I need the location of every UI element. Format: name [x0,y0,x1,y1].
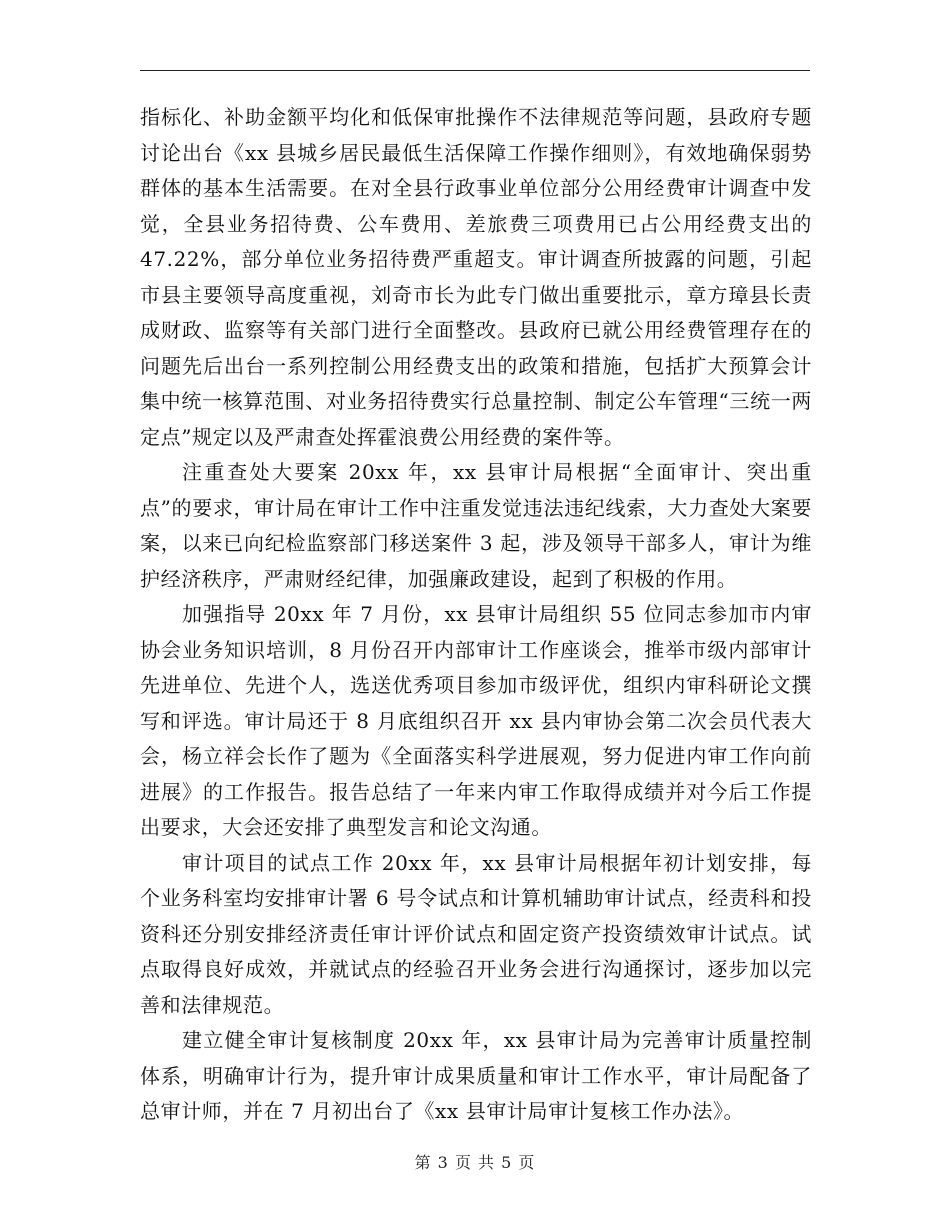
document-body [140,100,812,1130]
paragraph-guidance: 加强指导 20xx 年 7 月份，xx 县审计局组织 55 位同志参加市内审协会业务知识培训，8 月份召开内部审计工作座谈会，推举市级内部审计先进单位、先进个人，选送优秀项目参加市级评优，组织内审科研论文撰写和评选。审计局还于 8 月底组织召开 xx 县内审协会第二次会员代表大会，杨立祥会长作了题为《全面落实科学进展观，努力促进内审工作向前进展》的工作报告。报告总结了一年来内审工作取得成绩并对今后工作提出要求，大会还安排了典型发言和论文沟通。 [140,602,812,839]
paragraph-major-cases: 注重查处大要案 20xx 年，xx 县审计局根据“全面审计、突出重点”的要求，审计局在审计工作中注重发觉违法违纪线索，大力查处大案要案，以来已向纪检监察部门移送案件 3 起，涉及领导干部多人，审计为维护经济秩序，严肃财经纪律，加强廉政建设，起到了积极的作用。 [140,460,812,591]
page-number-footer: 第 3 页 共 5 页 [414,1153,536,1172]
paragraph-pilot-projects: 审计项目的试点工作 20xx 年，xx 县审计局根据年初计划安排，每个业务科室均安排审计署 6 号令试点和计算机辅助审计试点，经责科和投资科还分别安排经济责任审计评价试点和固定资产投资绩效审计试点。试点取得良好成效，并就试点的经验召开业务会进行沟通探讨，逐步加以完善和法律规范。 [140,850,812,1017]
paragraph-low-income-and-public-funds: 指标化、补助金额平均化和低保审批操作不法律规范等问题，县政府专题讨论出台《xx 县城乡居民最低生活保障工作操作细则》，有效地确保弱势群体的基本生活需要。在对全县行政事业单位部分公用经费审计调查中发觉，全县业务招待费、公车费用、差旅费三项费用已占公用经费支出的 47.22%，部分单位业务招待费严重超支。审计调查所披露的问题，引起市县主要领导高度重视，刘奇市长为此专门做出重要批示，章方璋县长责成财政、监察等有关部门进行全面整改。县政府已就公用经费管理存在的问题先后出台一系列控制公用经费支出的政策和措施，包括扩大预算会计集中统一核算范围、对业务招待费实行总量控制、制定公车管理“三统一两定点”规定以及严肃查处挥霍浪费公用经费的案件等。 [140,105,812,449]
header-rule [140,70,810,71]
paragraph-review-system: 建立健全审计复核制度 20xx 年，xx 县审计局为完善审计质量控制体系，明确审计行为，提升审计成果质量和审计工作水平，审计局配备了总审计师，并在 7 月初出台了《xx 县审计局审计复核工作办法》。 [140,1028,812,1123]
